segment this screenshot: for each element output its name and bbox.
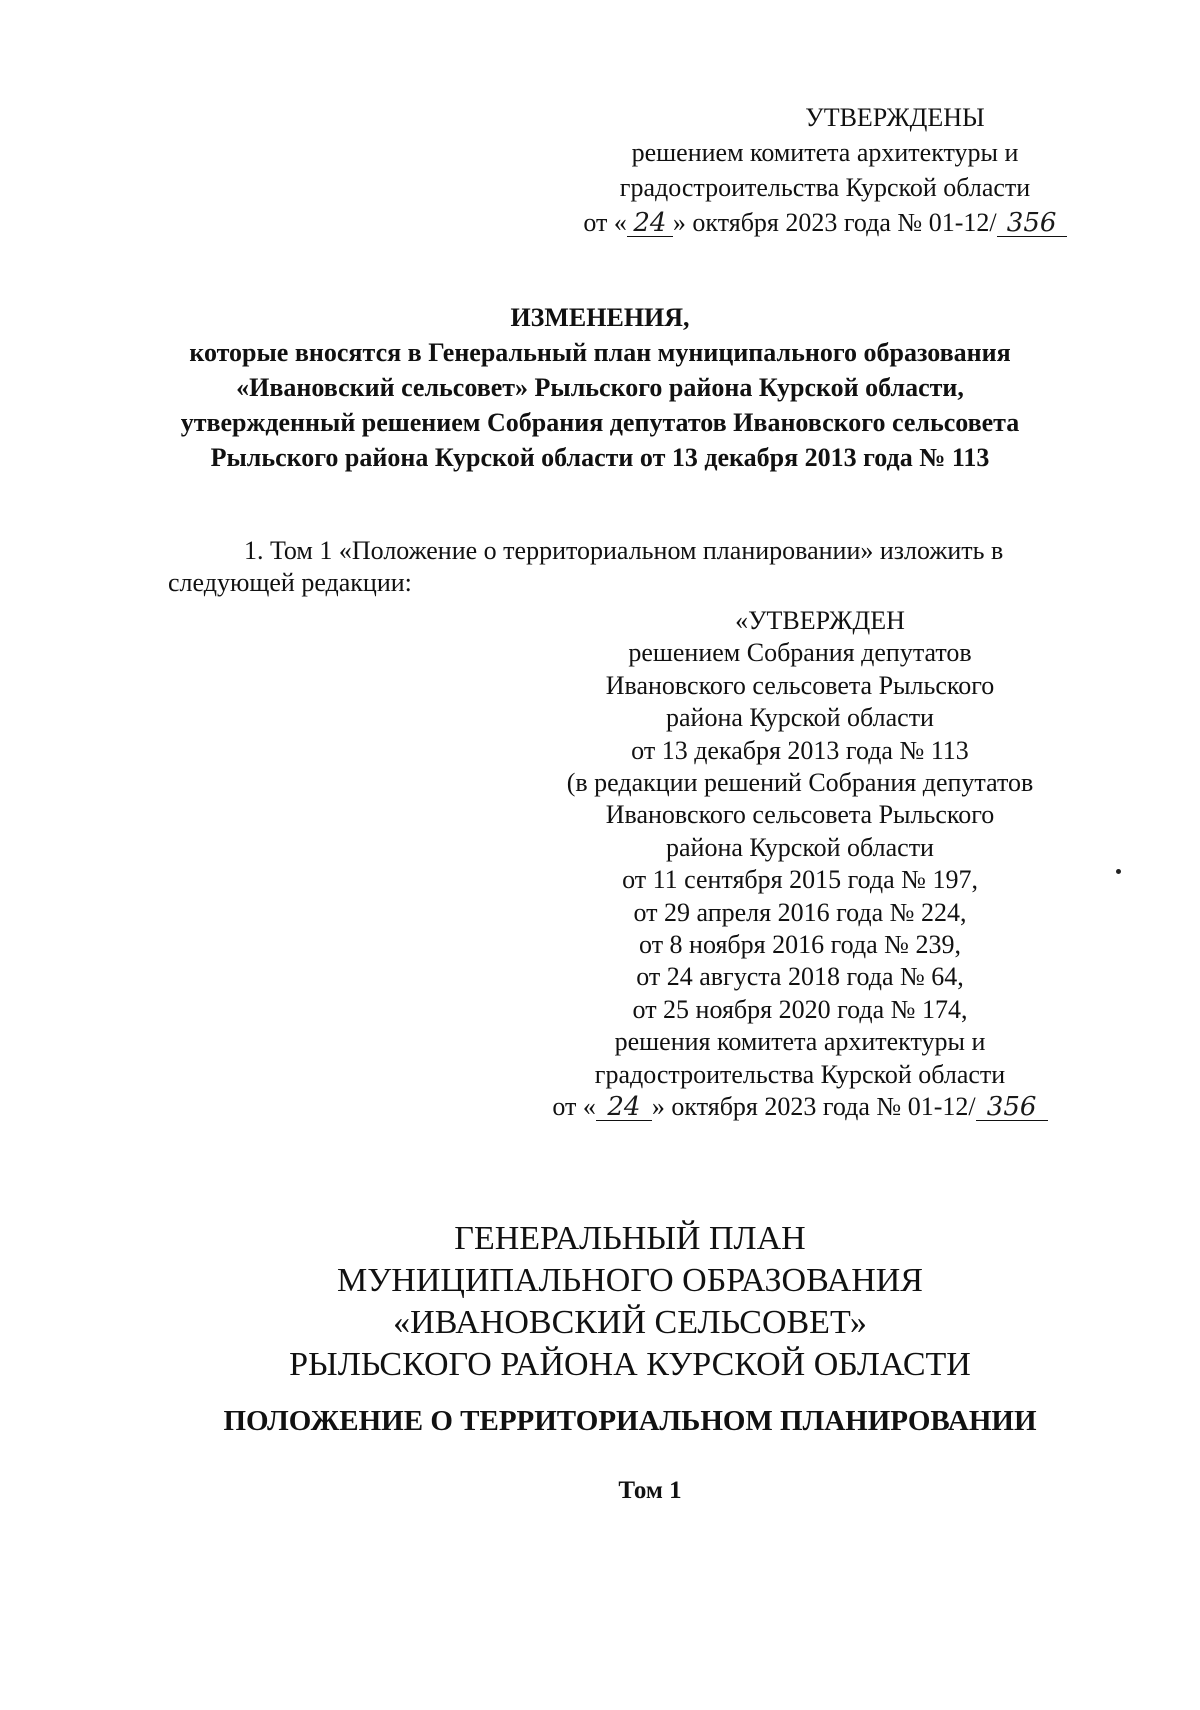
nested-date-line bbox=[500, 1091, 1100, 1123]
general-plan-line: МУНИЦИПАЛЬНОГО ОБРАЗОВАНИЯ bbox=[337, 1262, 923, 1299]
position-title: ПОЛОЖЕНИЕ О ТЕРРИТОРИАЛЬНОМ ПЛАНИРОВАНИИ bbox=[223, 1405, 1037, 1437]
nested-line: от 29 апреля 2016 года № 224, bbox=[633, 897, 967, 927]
nested-line: от 13 декабря 2013 года № 113 bbox=[631, 735, 969, 765]
paragraph-line: 1. Том 1 «Положение о территориальном планировании» изложить в bbox=[244, 536, 1004, 565]
approval-line: решением комитета архитектуры и bbox=[631, 138, 1019, 167]
handwritten-day: 24 bbox=[596, 1094, 652, 1121]
nested-approval-heading: «УТВЕРЖДЕН bbox=[735, 606, 905, 635]
paragraph-line: следующей редакции: bbox=[168, 568, 412, 597]
nested-line: решением Собрания депутатов bbox=[628, 638, 972, 668]
nested-line: Ивановского сельсовета Рыльского bbox=[605, 800, 995, 830]
nested-line: Ивановского сельсовета Рыльского bbox=[605, 670, 995, 700]
changes-line: которые вносятся в Генеральный план муниципального образования bbox=[189, 338, 1011, 367]
handwritten-number: 356 bbox=[997, 210, 1067, 237]
nested-line: района Курской области bbox=[666, 832, 934, 862]
handwritten-day: 24 bbox=[627, 210, 673, 237]
volume-label: Том 1 bbox=[618, 1477, 682, 1504]
general-plan-title bbox=[150, 1218, 1110, 1386]
approval-block bbox=[480, 100, 1170, 240]
nested-line: района Курской области bbox=[666, 703, 934, 733]
approval-date-line bbox=[480, 205, 1170, 240]
general-plan-line: РЫЛЬСКОГО РАЙОНА КУРСКОЙ ОБЛАСТИ bbox=[289, 1346, 971, 1383]
nested-line: от 11 сентября 2015 года № 197, bbox=[622, 865, 978, 895]
changes-line: утвержденный решением Собрания депутатов Ивановского сельсовета bbox=[180, 408, 1020, 437]
handwritten-number: 356 bbox=[976, 1094, 1048, 1121]
general-plan-line: ГЕНЕРАЛЬНЫЙ ПЛАН bbox=[454, 1220, 806, 1257]
changes-title: ИЗМЕНЕНИЯ, bbox=[510, 303, 690, 332]
date-prefix: от « bbox=[583, 208, 627, 237]
general-plan-line: «ИВАНОВСКИЙ СЕЛЬСОВЕТ» bbox=[393, 1304, 867, 1341]
approval-line: градостроительства Курской области bbox=[619, 173, 1031, 202]
nested-line: (в редакции решений Собрания депутатов bbox=[566, 768, 1034, 798]
nested-line: от 8 ноября 2016 года № 239, bbox=[639, 930, 961, 960]
changes-line: Рыльского района Курской области от 13 декабря 2013 года № 113 bbox=[210, 443, 990, 472]
nested-line: решения комитета архитектуры и bbox=[614, 1027, 986, 1057]
paragraph-1 bbox=[168, 535, 1094, 599]
date-middle: » октября 2023 года № 01-12/ bbox=[672, 208, 997, 237]
nested-line: от 25 ноября 2020 года № 174, bbox=[632, 994, 968, 1024]
nested-approval-block bbox=[500, 605, 1100, 1124]
nested-line: от 24 августа 2018 года № 64, bbox=[636, 962, 964, 992]
approval-heading: УТВЕРЖДЕНЫ bbox=[805, 103, 985, 132]
changes-heading bbox=[100, 300, 1100, 475]
date-prefix: от « bbox=[552, 1092, 596, 1122]
nested-line: градостроительства Курской области bbox=[594, 1059, 1006, 1089]
date-middle: » октября 2023 года № 01-12/ bbox=[651, 1092, 976, 1122]
scan-speck bbox=[1116, 869, 1121, 874]
changes-line: «Ивановский сельсовет» Рыльского района Курской области, bbox=[236, 373, 964, 402]
